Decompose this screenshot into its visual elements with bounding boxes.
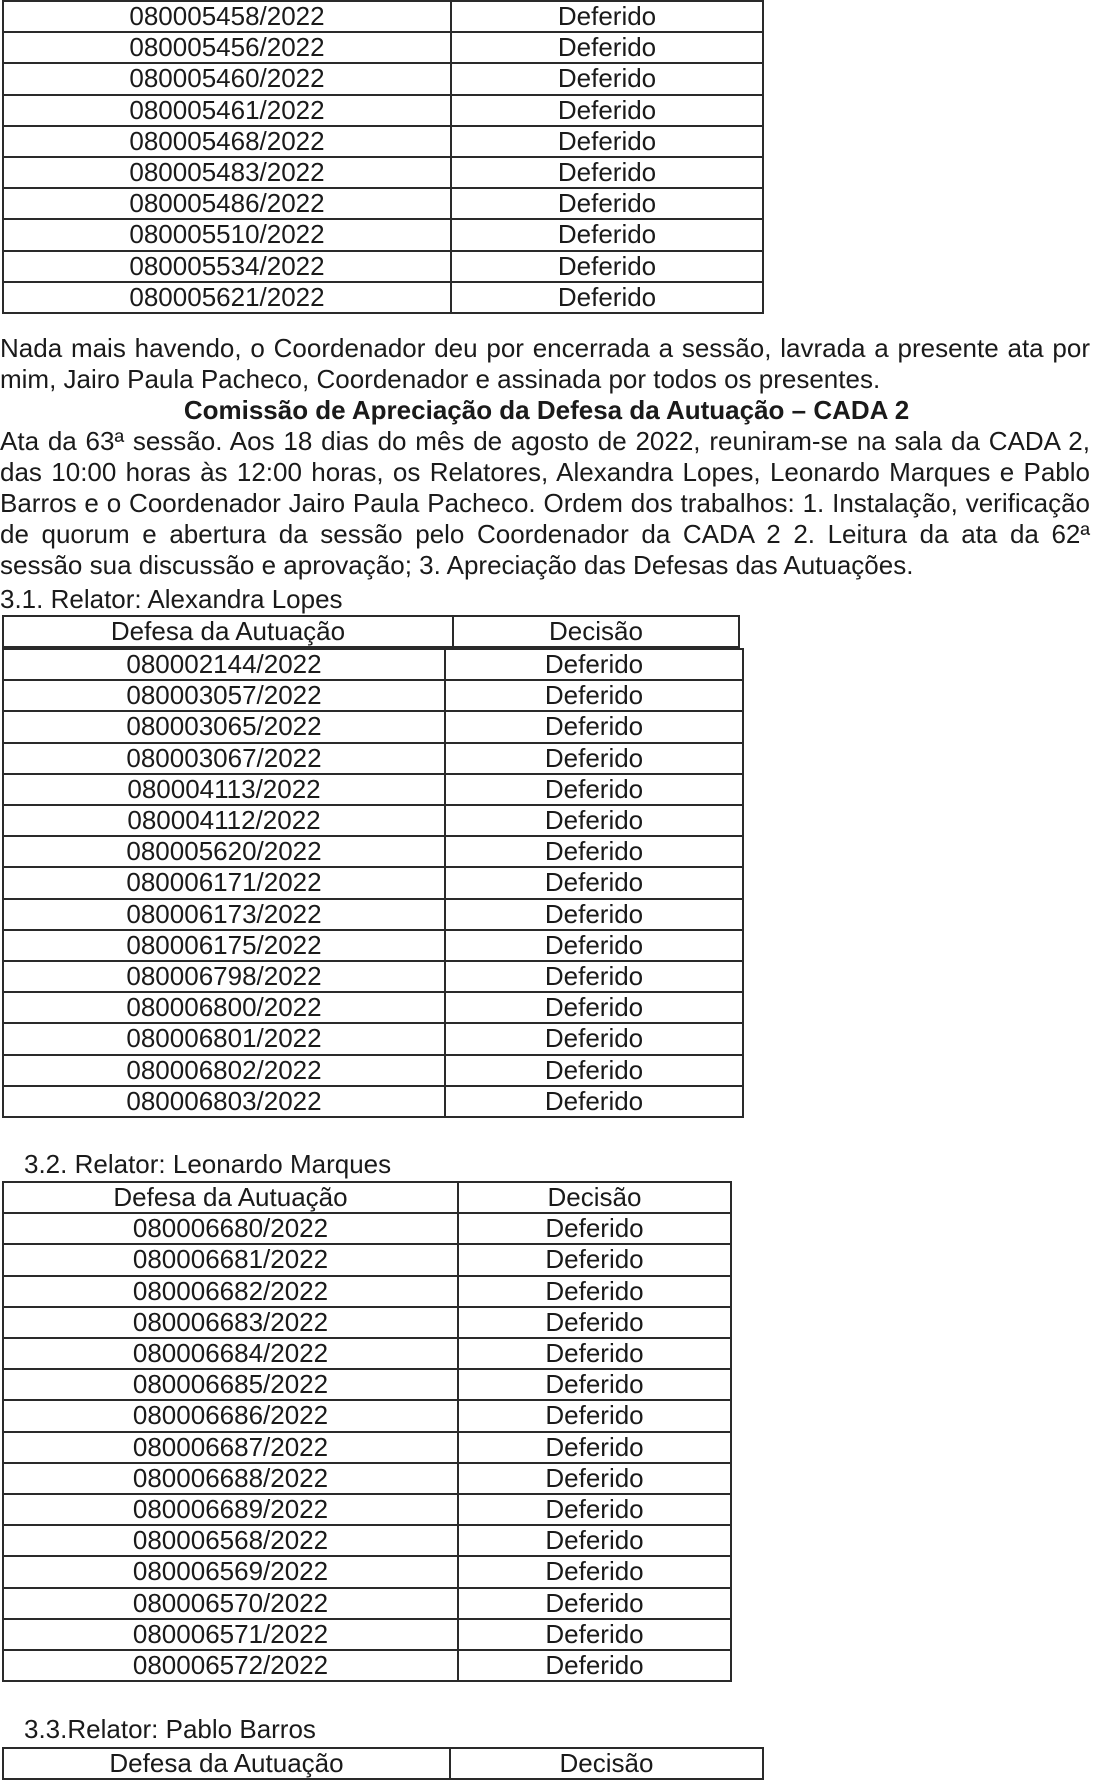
table-row [3, 157, 763, 188]
defesa-number: 080006680/2022 [3, 1213, 458, 1244]
defesa-number: 080005456/2022 [3, 32, 451, 63]
table-row [3, 1338, 731, 1369]
decision: Deferido [451, 126, 763, 157]
defesa-number: 080006570/2022 [3, 1588, 458, 1619]
decision: Deferido [445, 992, 743, 1023]
defesa-number: 080006803/2022 [3, 1086, 445, 1117]
defesa-number: 080006568/2022 [3, 1525, 458, 1556]
defesa-number: 080006801/2022 [3, 1023, 445, 1054]
defesa-number: 080006798/2022 [3, 961, 445, 992]
table-row [3, 1023, 743, 1054]
defesa-number: 080006688/2022 [3, 1463, 458, 1494]
defesa-number: 080006686/2022 [3, 1400, 458, 1431]
defesa-number: 080006802/2022 [3, 1055, 445, 1086]
table-row [3, 1086, 743, 1117]
table-row [3, 1619, 731, 1650]
closing-paragraph: Nada mais havendo, o Coordenador deu por encerrada a sessão, lavrada a presente ata por mim, Jairo Paula Pacheco, Coordenador e assinada por todos os presentes. [0, 333, 1090, 394]
decision: Deferido [458, 1276, 731, 1307]
header-decisao: Decisão [453, 616, 739, 647]
defesa-number: 080003067/2022 [3, 743, 445, 774]
header-decisao: Decisão [450, 1748, 763, 1779]
table-header-row [3, 616, 739, 647]
table-row [3, 1400, 731, 1431]
table-row [3, 1588, 731, 1619]
table-row [3, 1213, 731, 1244]
defesa-number: 080005468/2022 [3, 126, 451, 157]
defesa-number: 080006687/2022 [3, 1432, 458, 1463]
relator3-label: 3.3.Relator: Pablo Barros [24, 1714, 316, 1744]
decision: Deferido [451, 157, 763, 188]
decision: Deferido [458, 1650, 731, 1681]
ata-paragraph: Ata da 63ª sessão. Aos 18 dias do mês de agosto de 2022, reuniram-se na sala da CADA 2, das 10:00 horas às 12:00 horas, os Relatores, Alexandra Lopes, Leonardo Marques e Pablo Barros e o Coordenador Jairo Paula Pacheco. Ordem dos trabalhos: 1. Instalação, verificação de quorum e abertura da sessão pelo Coordenador da CADA 2 2. Leitura da ata da 62ª sessão sua discussão e aprovação; 3. Apreciação das Defesas das Autuações. [0, 426, 1090, 580]
decision: Deferido [458, 1369, 731, 1400]
header-defesa: Defesa da Autuação [3, 616, 453, 647]
defesa-number: 080005486/2022 [3, 188, 451, 219]
decision: Deferido [451, 1, 763, 32]
header-defesa: Defesa da Autuação [3, 1748, 450, 1779]
defesa-number: 080006171/2022 [3, 867, 445, 898]
decision: Deferido [458, 1307, 731, 1338]
decision: Deferido [445, 805, 743, 836]
decision: Deferido [458, 1244, 731, 1275]
table-row [3, 126, 763, 157]
decision: Deferido [445, 1055, 743, 1086]
defesa-number: 080005621/2022 [3, 282, 451, 313]
defesa-number: 080006173/2022 [3, 899, 445, 930]
table-relator1-body [3, 649, 743, 1117]
decision: Deferido [458, 1619, 731, 1650]
defesa-number: 080005534/2022 [3, 251, 451, 282]
decision: Deferido [445, 899, 743, 930]
defesa-number: 080005510/2022 [3, 219, 451, 250]
table-row [3, 32, 763, 63]
decision: Deferido [458, 1338, 731, 1369]
section-title: Comissão de Apreciação da Defesa da Autuação – CADA 2 [183, 395, 910, 425]
table-row [3, 188, 763, 219]
decision: Deferido [445, 649, 743, 680]
decision: Deferido [458, 1556, 731, 1587]
decision: Deferido [458, 1494, 731, 1525]
table-row [3, 1525, 731, 1556]
header-defesa: Defesa da Autuação [3, 1182, 458, 1213]
table-row [3, 1369, 731, 1400]
decision: Deferido [445, 743, 743, 774]
table-row [3, 251, 763, 282]
table-row [3, 899, 743, 930]
defesa-number: 080005460/2022 [3, 63, 451, 94]
table-row [3, 1494, 731, 1525]
defesa-number: 080006681/2022 [3, 1244, 458, 1275]
decision: Deferido [445, 961, 743, 992]
decision: Deferido [451, 188, 763, 219]
defesa-number: 080003057/2022 [3, 680, 445, 711]
table-header-row [3, 1748, 763, 1779]
decision: Deferido [451, 282, 763, 313]
decision: Deferido [451, 95, 763, 126]
defesa-number: 080006800/2022 [3, 992, 445, 1023]
defesa-number: 080006684/2022 [3, 1338, 458, 1369]
decision: Deferido [458, 1588, 731, 1619]
defesa-number: 080004113/2022 [3, 774, 445, 805]
table-row [3, 282, 763, 313]
table-relator2 [2, 1181, 732, 1682]
table-row [3, 1463, 731, 1494]
defesa-number: 080006571/2022 [3, 1619, 458, 1650]
relator1-label: 3.1. Relator: Alexandra Lopes [0, 584, 343, 614]
decision: Deferido [445, 774, 743, 805]
table-relator3-header [2, 1747, 764, 1780]
table-row [3, 95, 763, 126]
table-row [3, 711, 743, 742]
defesa-number: 080006689/2022 [3, 1494, 458, 1525]
table-row [3, 774, 743, 805]
decision: Deferido [445, 1086, 743, 1117]
table-relator2-body [3, 1182, 731, 1681]
table-row [3, 1, 763, 32]
defesa-number: 080004112/2022 [3, 805, 445, 836]
table-top-body [3, 1, 763, 313]
decision: Deferido [458, 1400, 731, 1431]
defesa-number: 080006569/2022 [3, 1556, 458, 1587]
decision: Deferido [458, 1463, 731, 1494]
table-row [3, 1276, 731, 1307]
table-row [3, 743, 743, 774]
table-row [3, 836, 743, 867]
defesa-number: 080005483/2022 [3, 157, 451, 188]
table-row [3, 63, 763, 94]
decision: Deferido [445, 711, 743, 742]
table-row [3, 680, 743, 711]
table-row [3, 867, 743, 898]
table-header-row [3, 1182, 731, 1213]
defesa-number: 080005458/2022 [3, 1, 451, 32]
table-row [3, 1650, 731, 1681]
table-row [3, 649, 743, 680]
defesa-number: 080002144/2022 [3, 649, 445, 680]
table-row [3, 961, 743, 992]
defesa-number: 080006572/2022 [3, 1650, 458, 1681]
table-top [2, 0, 764, 314]
decision: Deferido [458, 1525, 731, 1556]
table-relator1 [2, 648, 744, 1118]
table-row [3, 1244, 731, 1275]
table-row [3, 992, 743, 1023]
table-relator1-header [2, 615, 740, 648]
table-row [3, 1556, 731, 1587]
defesa-number: 080005461/2022 [3, 95, 451, 126]
defesa-number: 080006175/2022 [3, 930, 445, 961]
table-row [3, 930, 743, 961]
decision: Deferido [445, 930, 743, 961]
decision: Deferido [451, 32, 763, 63]
defesa-number: 080005620/2022 [3, 836, 445, 867]
header-decisao: Decisão [458, 1182, 731, 1213]
decision: Deferido [445, 1023, 743, 1054]
decision: Deferido [458, 1432, 731, 1463]
table-row [3, 1432, 731, 1463]
defesa-number: 080006685/2022 [3, 1369, 458, 1400]
decision: Deferido [451, 63, 763, 94]
defesa-number: 080003065/2022 [3, 711, 445, 742]
table-row [3, 1307, 731, 1338]
decision: Deferido [451, 251, 763, 282]
decision: Deferido [445, 836, 743, 867]
table-row [3, 1055, 743, 1086]
table-row [3, 219, 763, 250]
decision: Deferido [445, 867, 743, 898]
defesa-number: 080006682/2022 [3, 1276, 458, 1307]
decision: Deferido [445, 680, 743, 711]
defesa-number: 080006683/2022 [3, 1307, 458, 1338]
decision: Deferido [451, 219, 763, 250]
decision: Deferido [458, 1213, 731, 1244]
relator2-label: 3.2. Relator: Leonardo Marques [24, 1149, 392, 1179]
table-row [3, 805, 743, 836]
